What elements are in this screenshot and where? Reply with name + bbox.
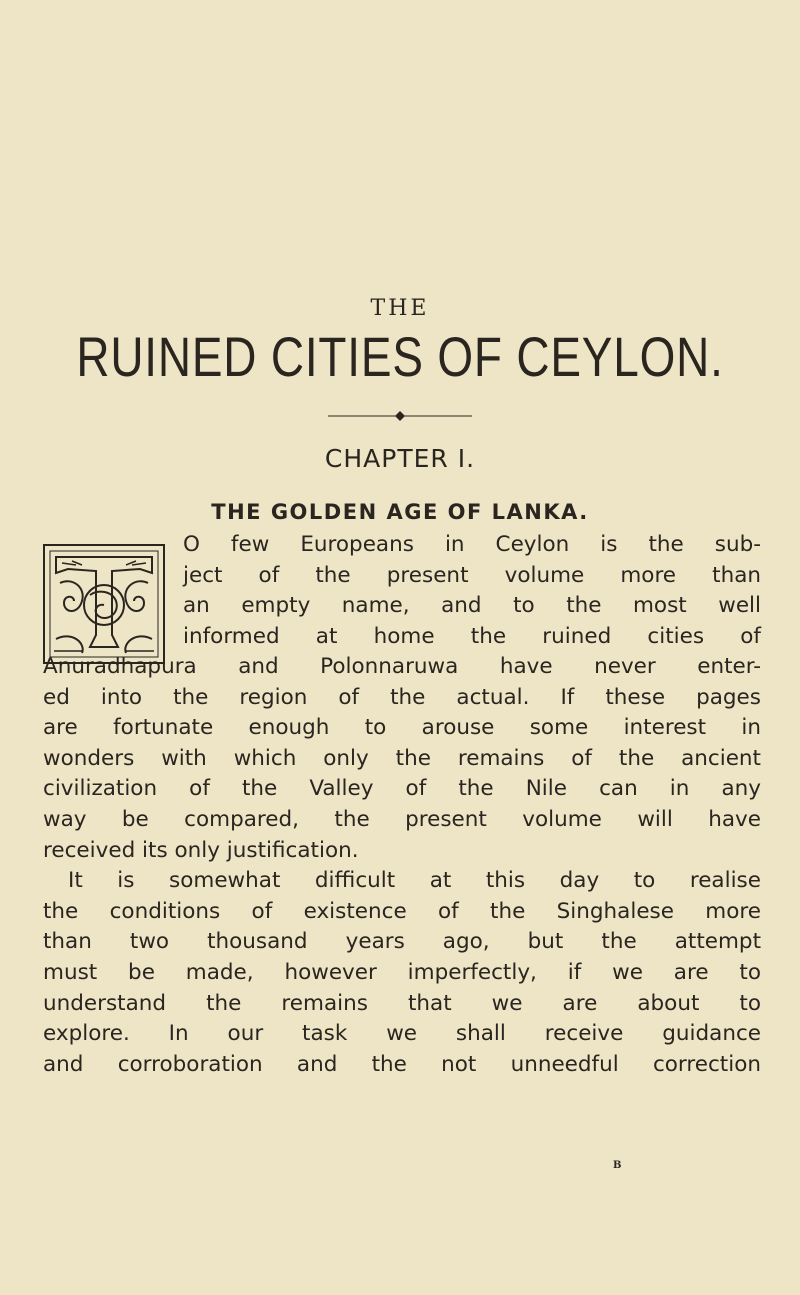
text-line: explore. In our task we shall receive guidance (43, 1021, 761, 1047)
text-line: understand the remains that we are about to (43, 990, 761, 1016)
diamond-rule-divider (328, 410, 472, 422)
text-line: must be made, however imperfectly, if we are to (43, 959, 761, 985)
ornamental-initial-t-icon (42, 543, 166, 665)
text-line: way be compared, the present volume will have (43, 806, 761, 832)
signature-mark: B (613, 1160, 622, 1171)
text-line: civilization of the Valley of the Nile can in any (43, 776, 761, 802)
chapter-title: THE GOLDEN AGE OF LANKA. (211, 500, 589, 524)
text-line: It is somewhat difficult at this day to realise (68, 868, 761, 894)
text-line: wonders with which only the remains of the ancient (43, 745, 761, 771)
text-line: Anuradhapura and Polonnaruwa have never enter- (43, 654, 761, 679)
book-title: RUINED CITIES OF CEYLON. (76, 325, 724, 388)
chapter-number: CHAPTER I. (324, 444, 476, 473)
text-line: ed into the region of the actual. If these pages (43, 684, 761, 710)
title-article: THE (370, 296, 430, 321)
text-line: than two thousand years ago, but the attempt (43, 929, 761, 955)
text-line: O few Europeans in Ceylon is the sub- (183, 532, 761, 557)
paragraph-opening (183, 530, 761, 652)
text-line: are fortunate enough to arouse some interest in (43, 715, 761, 741)
text-line: the conditions of existence of the Singhalese more (43, 898, 761, 924)
text-line: an empty name, and to the most well (183, 593, 761, 619)
text-line: ject of the present volume more than (183, 562, 761, 588)
text-line: and corroboration and the not unneedful correction (43, 1051, 761, 1077)
text-line: received its only justification. (43, 837, 359, 863)
text-line: informed at home the ruined cities of (183, 623, 761, 649)
paragraph-body (43, 652, 761, 1080)
